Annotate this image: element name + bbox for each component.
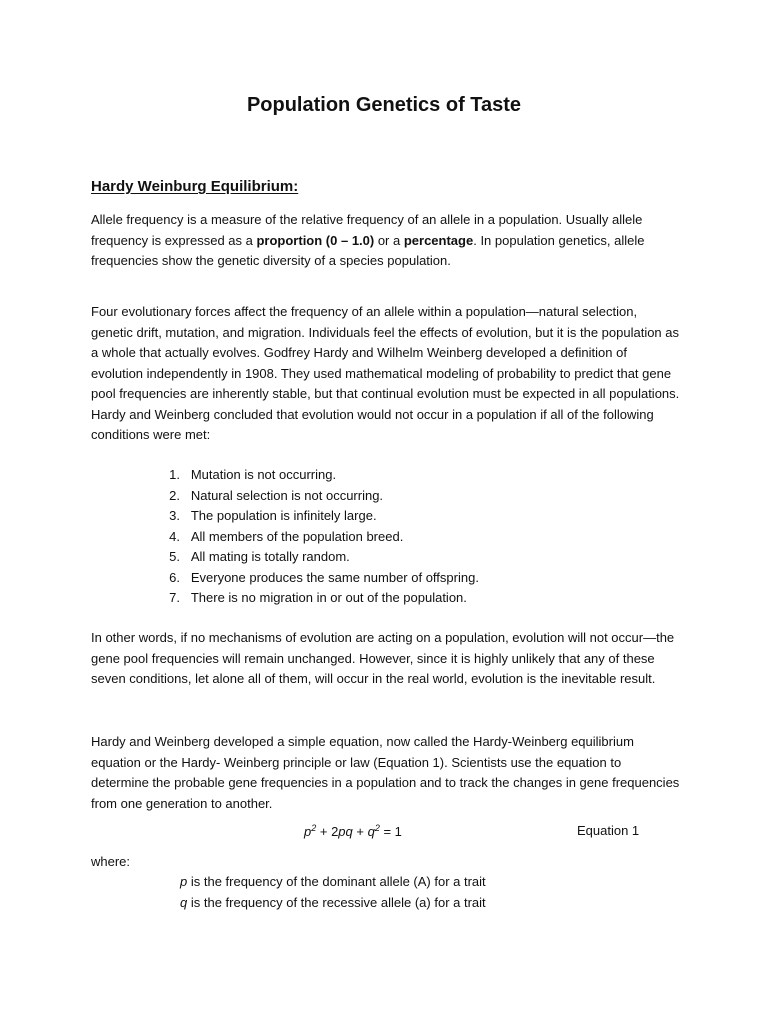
paragraph1-bold-percentage: percentage — [403, 232, 474, 248]
list-item-text: There is no migration in or out of the population. — [190, 590, 467, 605]
list-item-number: 5. — [169, 549, 180, 564]
document-title: Population Genetics of Taste — [246, 94, 522, 116]
definition-q — [180, 895, 486, 910]
equation-plus: + — [352, 824, 368, 839]
list-item — [150, 506, 479, 527]
list-item-text: Mutation is not occurring. — [190, 467, 337, 482]
list-item-number: 6. — [169, 569, 180, 585]
section-heading: Hardy Weinburg Equilibrium: — [91, 178, 299, 195]
definition-text: is the frequency of the dominant allele (A) for a trait — [187, 874, 486, 889]
list-item-number: 3. — [169, 508, 180, 523]
list-item-text: Everyone produces the same number of offspring. — [190, 569, 479, 585]
list-item — [150, 547, 479, 568]
equation-pq: pq — [338, 824, 353, 839]
list-item-text: All members of the population breed. — [190, 528, 404, 544]
equation-exponent: 2 — [374, 823, 380, 833]
paragraph-evolutionary-forces: Four evolutionary forces affect the frequency of an allele within a population—natural selection, genetic drift, mutation, and migration. Individuals feel the effects of evolution, but it is the population as a whole that actually evolves. Godfrey Hardy and Wilhelm Weinberg developed a definition of evolution independently in 1908. They used mathematical modeling of probability to predict that gene pool frequencies are inherently stable, but that continual evolution must be expected in all populations. Hardy and Weinberg concluded that evolution would not occur in a population if all of the following conditions were met: — [91, 304, 680, 442]
definition-p — [180, 874, 486, 889]
paragraph-hardy-weinberg-equation: Hardy and Weinberg developed a simple equation, now called the Hardy-Weinberg equilibrium equation or the Hardy- Weinberg principle or law (Equation 1). Scientists use the equation to determine the probable gene frequencies in a population and to track the changes in gene frequencies from one generation to another. — [91, 734, 680, 811]
paragraph1-bold-proportion: proportion (0 – 1.0) — [256, 232, 375, 248]
list-item — [150, 527, 479, 548]
definition-variable: q — [180, 895, 188, 910]
list-item — [150, 486, 479, 507]
list-item-text: Natural selection is not occurring. — [190, 487, 384, 503]
list-item-number: 1. — [169, 467, 180, 482]
paragraph1-text-3: . In population genetics, allele frequencies show the genetic diversity of a species population. — [91, 232, 645, 268]
list-item-number: 4. — [169, 528, 180, 544]
list-item-text: The population is infinitely large. — [190, 508, 377, 523]
hardy-weinberg-equation — [304, 823, 402, 839]
list-item-number: 2. — [169, 487, 180, 503]
equation-equals-one: = 1 — [379, 824, 402, 839]
paragraph1-text-1: Allele frequency is a measure of the relative frequency of an allele in a population. Usually allele frequency is expressed as a — [91, 212, 643, 248]
list-item — [150, 568, 479, 589]
paragraph-allele-frequency — [91, 210, 681, 272]
list-item — [150, 465, 479, 486]
equation-q: q — [367, 824, 375, 839]
definition-text: is the frequency of the recessive allele (a) for a trait — [187, 895, 486, 910]
equation-label: Equation 1 — [577, 823, 640, 838]
paragraph-other-words: In other words, if no mechanisms of evolution are acting on a population, evolution will not occur—the gene pool frequencies will remain unchanged. However, since it is highly unlikely that any of these seven conditions, let alone all of them, will occur in the real world, evolution is the inevitable result. — [91, 630, 675, 686]
list-item-text: All mating is totally random. — [190, 549, 350, 564]
list-item-number: 7. — [169, 590, 180, 605]
equation-exponent: 2 — [311, 823, 317, 833]
conditions-list — [150, 465, 479, 609]
equation-plus-2: + 2 — [316, 824, 339, 839]
where-label: where: — [91, 854, 131, 869]
paragraph1-text-2: or a — [374, 232, 404, 248]
definition-variable: p — [180, 874, 188, 889]
equation-p: p — [304, 824, 312, 839]
list-item — [150, 588, 479, 609]
